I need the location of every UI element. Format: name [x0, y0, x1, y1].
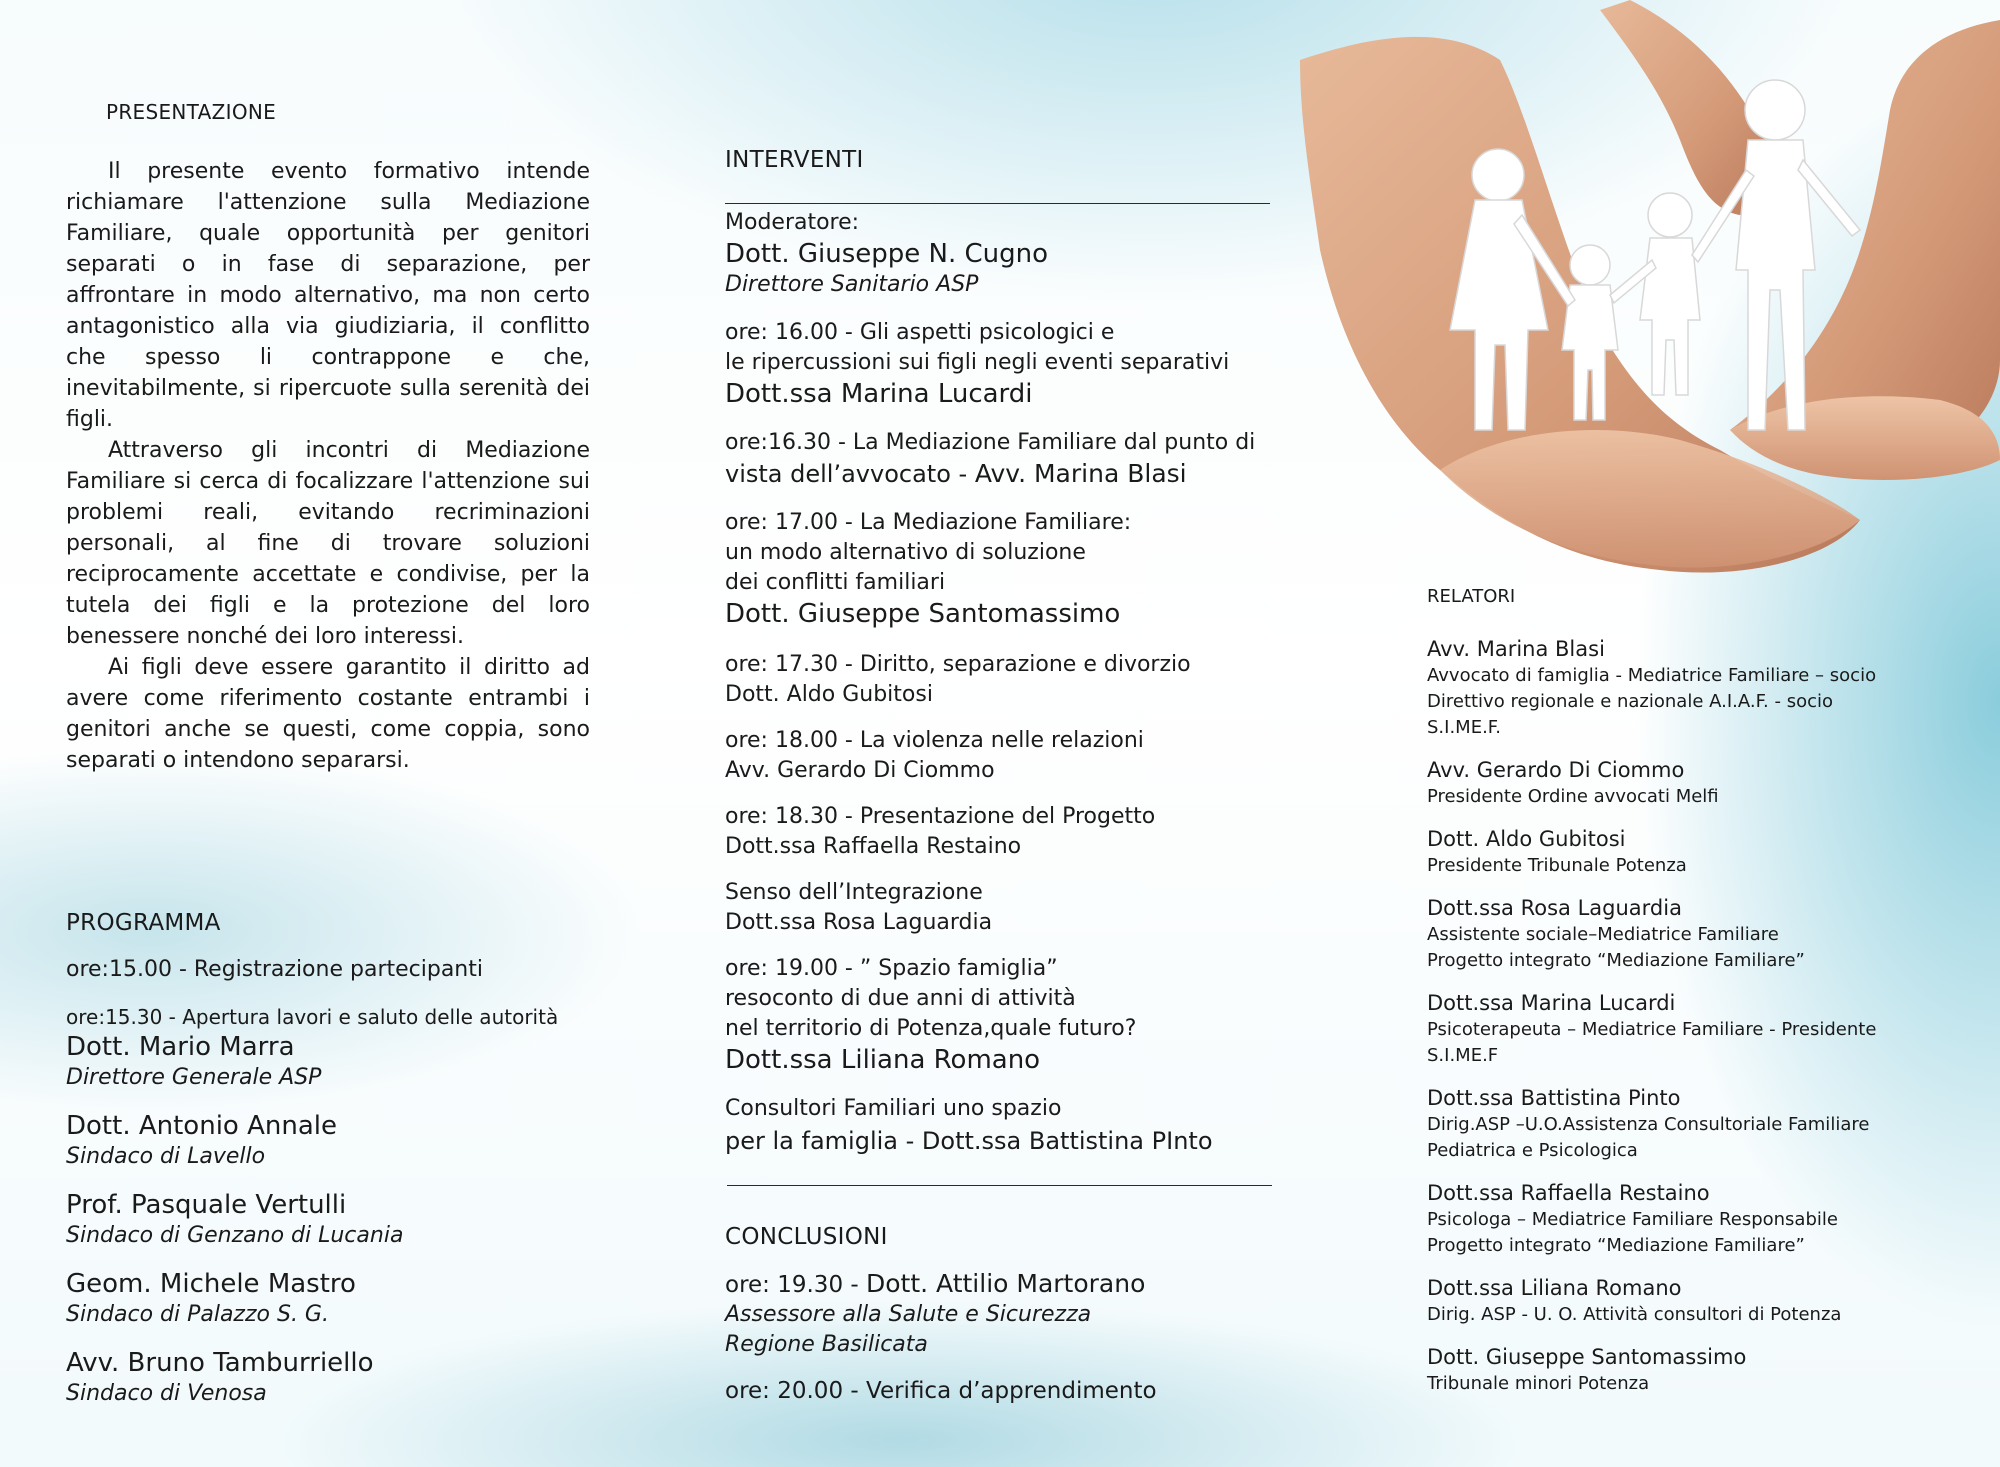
relatore-name: Dott. Giuseppe Santomassimo — [1427, 1345, 1747, 1369]
autorita-name: Avv. Bruno Tamburriello — [66, 1348, 374, 1378]
conclusioni-role: Assessore alla Salute e Sicurezza — [725, 1302, 1092, 1327]
relatore-role: Psicologa – Mediatrice Familiare Responsabile — [1427, 1209, 1838, 1230]
conclusioni-verifica: ore: 20.00 - Verifica d’apprendimento — [725, 1378, 1157, 1404]
relatore-role: Psicoterapeuta – Mediatrice Familiare - Presidente — [1427, 1019, 1877, 1040]
intervento-speaker: Dott. Aldo Gubitosi — [725, 682, 933, 707]
relatore-role: Avvocato di famiglia - Mediatrice Familiare – socio — [1427, 665, 1877, 686]
autorita-item — [66, 1189, 626, 1251]
intervento-line: un modo alternativo di soluzione — [725, 540, 1086, 565]
presentazione-text — [66, 156, 590, 776]
relatore-name: Dott.ssa Rosa Laguardia — [1427, 896, 1682, 920]
autorita-name: Dott. Mario Marra — [66, 1032, 295, 1062]
relatore-name: Dott. Aldo Gubitosi — [1427, 827, 1626, 851]
relatore-role: Dirig.ASP –U.O.Assistenza Consultoriale Familiare — [1427, 1114, 1870, 1135]
conclusioni-name: Dott. Attilio Martorano — [866, 1269, 1146, 1298]
intervento-line: ore: 18.30 - Presentazione del Progetto — [725, 804, 1156, 829]
intervento-item — [725, 428, 1285, 490]
intervento-speaker: Dott.ssa Marina Lucardi — [725, 379, 1033, 409]
intervento-line: per la famiglia - Dott.ssa Battistina PInto — [725, 1127, 1213, 1155]
intervento-line: ore: 18.00 - La violenza nelle relazioni — [725, 728, 1144, 753]
intervento-item — [725, 954, 1285, 1076]
relatore-role: Presidente Ordine avvocati Melfi — [1427, 786, 1719, 807]
relatore-item — [1427, 1180, 1967, 1259]
intervento-line: ore:16.30 - La Mediazione Familiare dal punto di — [725, 430, 1256, 455]
autorita-item — [66, 1347, 626, 1409]
autorita-name: Prof. Pasquale Vertulli — [66, 1190, 347, 1220]
conclusioni-role: Regione Basilicata — [725, 1332, 928, 1357]
relatore-name: Dott.ssa Marina Lucardi — [1427, 991, 1676, 1015]
relatore-role: S.I.ME.F. — [1427, 717, 1501, 738]
relatore-item — [1427, 1275, 1967, 1328]
relatore-item — [1427, 1344, 1967, 1397]
relatore-item — [1427, 895, 1967, 974]
interventi-title: INTERVENTI — [725, 147, 864, 173]
intervento-speaker: Dott.ssa Raffaella Restaino — [725, 834, 1022, 859]
moderatore-name: Dott. Giuseppe N. Cugno — [725, 239, 1049, 269]
intervento-line: resoconto di due anni di attività — [725, 986, 1076, 1011]
conclusioni-title: CONCLUSIONI — [725, 1224, 888, 1250]
intervento-speaker: Dott. Giuseppe Santomassimo — [725, 599, 1121, 629]
intervento-item — [725, 650, 1285, 710]
intervento-item — [725, 1094, 1285, 1158]
presentazione-title: PRESENTAZIONE — [106, 100, 277, 124]
relatore-role: Progetto integrato “Mediazione Familiare” — [1427, 1235, 1805, 1256]
relatore-item — [1427, 757, 1967, 810]
intervento-line: ore: 16.00 - Gli aspetti psicologici e — [725, 320, 1115, 345]
relatore-name: Avv. Marina Blasi — [1427, 637, 1605, 661]
autorita-role: Sindaco di Lavello — [66, 1144, 266, 1169]
autorita-role: Direttore Generale ASP — [66, 1065, 322, 1090]
intervento-line: Senso dell’Integrazione — [725, 880, 983, 905]
relatore-name: Dott.ssa Raffaella Restaino — [1427, 1181, 1710, 1205]
intervento-line: Consultori Familiari uno spazio — [725, 1096, 1062, 1121]
intervento-line: ore: 19.00 - ” Spazio famiglia” — [725, 956, 1058, 981]
relatore-role: Presidente Tribunale Potenza — [1427, 855, 1687, 876]
programma-registrazione: ore:15.00 - Registrazione partecipanti — [66, 957, 483, 982]
presentazione-paragraph: Ai figli deve essere garantito il diritto ad avere come riferimento costante entrambi i genitori anche se questi, come coppia, sono separati o intendono separarsi. — [66, 655, 590, 773]
relatore-role: Pediatrica e Psicologica — [1427, 1140, 1638, 1161]
relatori-title: RELATORI — [1427, 586, 1516, 607]
presentazione-paragraph: Il presente evento formativo intende richiamare l'attenzione sulla Mediazione Familiare, quale opportunità per genitori separati o in fase di separazione, per affrontare in modo alternativo, ma non certo antagonistico alla via giudiziaria, il conflitto che spesso li contrappone e che, inevitabilmente, si ripercuote sulla serenità dei figli. — [66, 159, 590, 432]
relatori-list — [1427, 636, 1967, 1397]
moderatore-role: Direttore Sanitario ASP — [725, 272, 979, 297]
intervento-line — [725, 458, 1285, 490]
autorita-role: Sindaco di Venosa — [66, 1381, 267, 1406]
relatore-item — [1427, 826, 1967, 879]
intervento-line: ore: 17.00 - La Mediazione Familiare: — [725, 510, 1132, 535]
intervento-speaker: Avv. Gerardo Di Ciommo — [725, 758, 995, 783]
relatore-role: Assistente sociale–Mediatrice Familiare — [1427, 924, 1779, 945]
intervento-item — [725, 318, 1285, 410]
autorita-name: Geom. Michele Mastro — [66, 1269, 356, 1299]
moderatore-block — [725, 208, 1285, 300]
autorita-role: Sindaco di Palazzo S. G. — [66, 1302, 329, 1327]
hands-family-illustration — [1300, 0, 2000, 600]
interventi-divider — [725, 203, 1270, 204]
relatore-name: Avv. Gerardo Di Ciommo — [1427, 758, 1685, 782]
intervento-line-text: vista dell’avvocato - — [725, 460, 968, 488]
relatore-name: Dott.ssa Battistina Pinto — [1427, 1086, 1681, 1110]
autorita-item — [66, 1268, 626, 1330]
intervento-speaker: Avv. Marina Blasi — [974, 459, 1187, 488]
intervento-speaker: Dott.ssa Rosa Laguardia — [725, 910, 993, 935]
intervento-line: nel territorio di Potenza,quale futuro? — [725, 1016, 1137, 1041]
intervento-line: ore: 17.30 - Diritto, separazione e divorzio — [725, 652, 1191, 677]
presentazione-paragraph: Attraverso gli incontri di Mediazione Familiare si cerca di focalizzare l'attenzione sui problemi reali, evitando recriminazioni personali, al fine di trovare soluzioni reciprocamente accettate e condivise, per la tutela dei figli e la protezione del loro benessere nonché dei loro interessi. — [66, 438, 590, 649]
programma-apertura: ore:15.30 - Apertura lavori e saluto delle autorità — [66, 1005, 559, 1029]
relatore-name: Dott.ssa Liliana Romano — [1427, 1276, 1682, 1300]
autorita-role: Sindaco di Genzano di Lucania — [66, 1223, 404, 1248]
relatore-item — [1427, 990, 1967, 1069]
intervento-item — [725, 878, 1285, 938]
conclusioni-line — [725, 1268, 1285, 1300]
relatore-role: Direttivo regionale e nazionale A.I.A.F. - socio — [1427, 691, 1834, 712]
intervento-speaker: Dott.ssa Liliana Romano — [725, 1045, 1041, 1075]
moderatore-label: Moderatore: — [725, 210, 860, 235]
relatore-role: Tribunale minori Potenza — [1427, 1373, 1650, 1394]
intervento-line: dei conflitti familiari — [725, 570, 946, 595]
autorita-item — [66, 1110, 626, 1172]
conclusioni-divider — [727, 1185, 1272, 1186]
relatore-role: Progetto integrato “Mediazione Familiare” — [1427, 950, 1805, 971]
autorita-item — [66, 1031, 626, 1093]
intervento-line: le ripercussioni sui figli negli eventi separativi — [725, 350, 1230, 375]
autorita-name: Dott. Antonio Annale — [66, 1111, 337, 1141]
relatore-item — [1427, 636, 1967, 741]
autorita-list — [66, 1031, 626, 1409]
relatore-role: S.I.ME.F — [1427, 1045, 1499, 1066]
relatore-item — [1427, 1085, 1967, 1164]
programma-title: PROGRAMMA — [66, 910, 221, 936]
conclusioni-item — [725, 1268, 1285, 1360]
intervento-item — [725, 726, 1285, 786]
conclusioni-time: ore: 19.30 - — [725, 1272, 859, 1298]
intervento-item — [725, 508, 1285, 630]
relatore-role: Dirig. ASP - U. O. Attività consultori di Potenza — [1427, 1304, 1842, 1325]
intervento-item — [725, 802, 1285, 862]
